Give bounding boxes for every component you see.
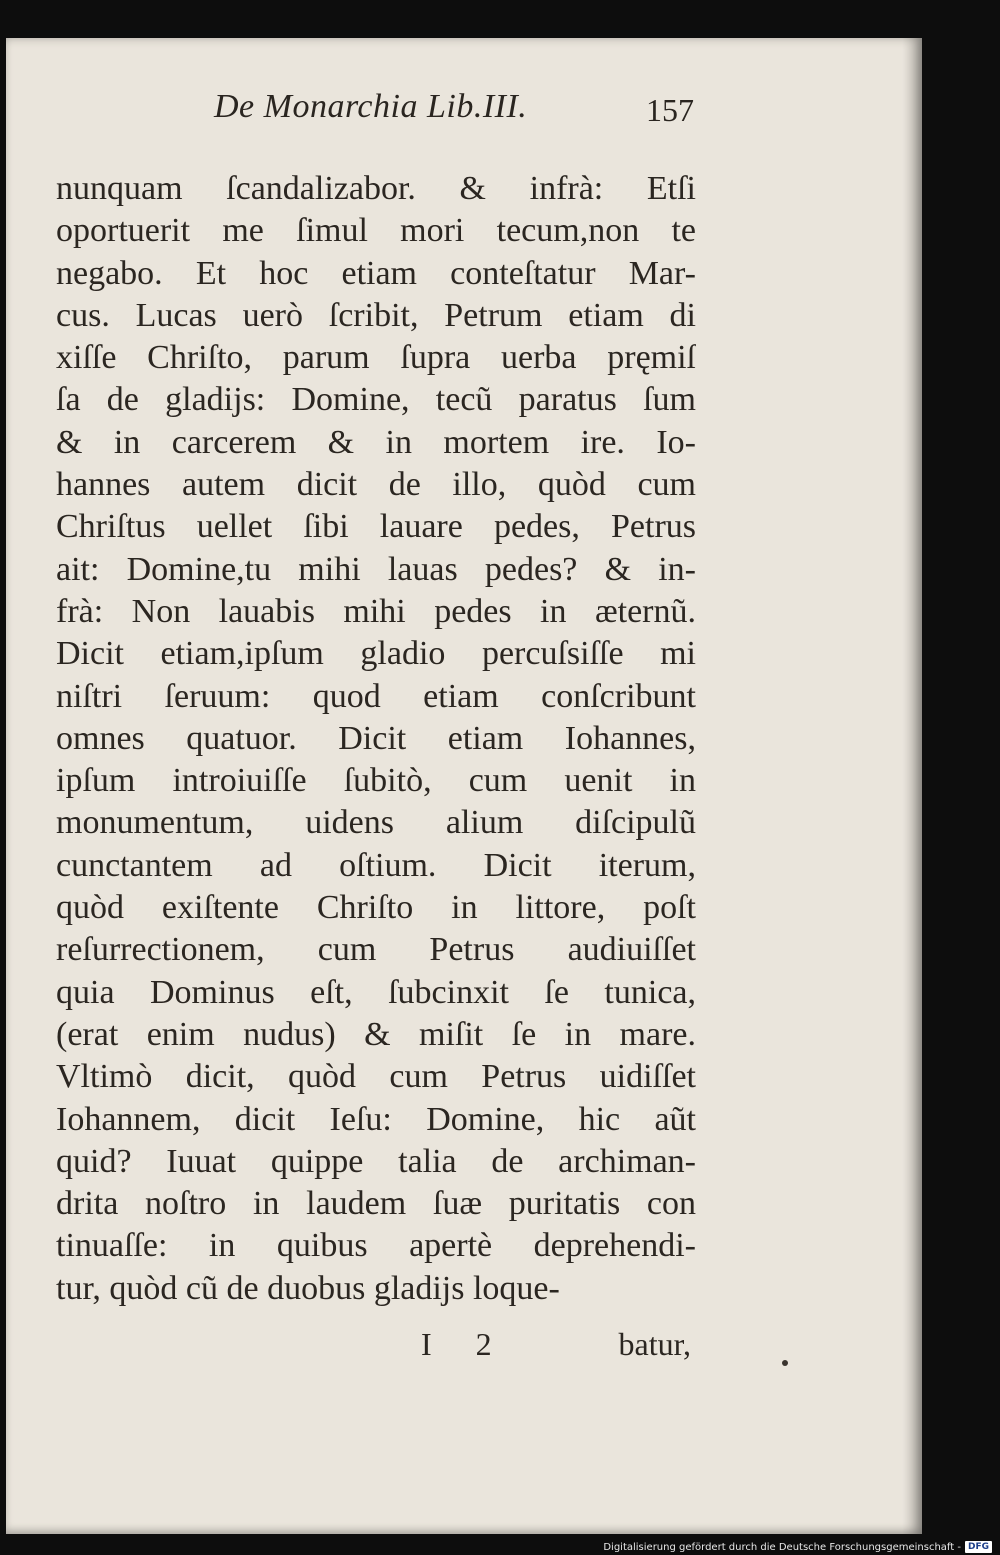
text-line: (erat enim nudus) & miſit ſe in mare. xyxy=(56,1015,696,1053)
text-line: monumentum, uidens alium diſcipulũ xyxy=(56,804,696,842)
text-line: omnes quatuor. Dicit etiam Iohannes, xyxy=(56,719,696,757)
text-line: ait: Domine,tu mihi lauas pedes? & in- xyxy=(56,550,696,588)
running-title: De Monarchia Lib.III. xyxy=(214,88,528,125)
book-page xyxy=(6,38,922,1534)
page-header xyxy=(214,88,694,138)
text-line: quòd exiſtente Chriſto in littore, poſt xyxy=(56,889,696,927)
text-line: nunquam ſcandalizabor. & infrà: Etſi xyxy=(56,170,696,207)
text-line: cunctantem ad oſtium. Dicit iterum, xyxy=(56,846,696,884)
text-line: Chriſtus uellet ſibi lauare pedes, Petrus xyxy=(56,508,696,546)
text-line: oportuerit me ſimul mori tecum,non te xyxy=(56,212,696,250)
text-line: hannes autem dicit de illo, quòd cum xyxy=(56,466,696,504)
body-text xyxy=(56,168,696,1310)
text-line: niſtri ſeruum: quod etiam conſcribunt xyxy=(56,677,696,715)
text-line: quid? Iuuat quippe talia de archiman- xyxy=(56,1142,696,1180)
text-line: reſurrectionem, cum Petrus audiuiſſet xyxy=(56,931,696,969)
page-footer xyxy=(411,1326,691,1370)
page-number: 157 xyxy=(646,92,694,128)
credit-text: Digitalisierung gefördert durch die Deutsche Forschungsgemeinschaft - xyxy=(603,1541,961,1553)
text-line: tur, quòd cũ de duobus gladijs loque- xyxy=(56,1269,560,1307)
text-line: ſa de gladijs: Domine, tecũ paratus ſum xyxy=(56,381,696,419)
text-line: cus. Lucas uerò ſcribit, Petrum etiam di xyxy=(56,296,696,334)
dfg-logo-icon: DFG xyxy=(965,1541,992,1553)
text-line: drita noſtro in laudem ſuæ puritatis con xyxy=(56,1185,696,1223)
catchword: batur, xyxy=(618,1326,691,1362)
text-line: Dicit etiam,ipſum gladio percuſsiſſe mi xyxy=(56,635,696,673)
text-line: ipſum introiuiſſe ſubitò, cum uenit in xyxy=(56,762,696,800)
text-line: Iohannem, dicit Ieſu: Domine, hic aũt xyxy=(56,1100,696,1138)
text-line: quia Dominus eſt, ſubcinxit ſe tunica, xyxy=(56,973,696,1011)
text-line: & in carcerem & in mortem ire. Io- xyxy=(56,423,696,461)
signature-mark: I 2 xyxy=(421,1326,510,1362)
digitization-credit xyxy=(603,1540,992,1554)
text-line: negabo. Et hoc etiam conteſtatur Mar- xyxy=(56,254,696,292)
paper-speck xyxy=(782,1360,788,1366)
text-line: tinuaſſe: in quibus apertè deprehendi- xyxy=(56,1227,696,1265)
text-line: Vltimò dicit, quòd cum Petrus uidiſſet xyxy=(56,1058,696,1096)
text-line: frà: Non lauabis mihi pedes in æternũ. xyxy=(56,592,696,630)
text-line: xiſſe Chriſto, parum ſupra uerba pręmiſ xyxy=(56,339,696,377)
